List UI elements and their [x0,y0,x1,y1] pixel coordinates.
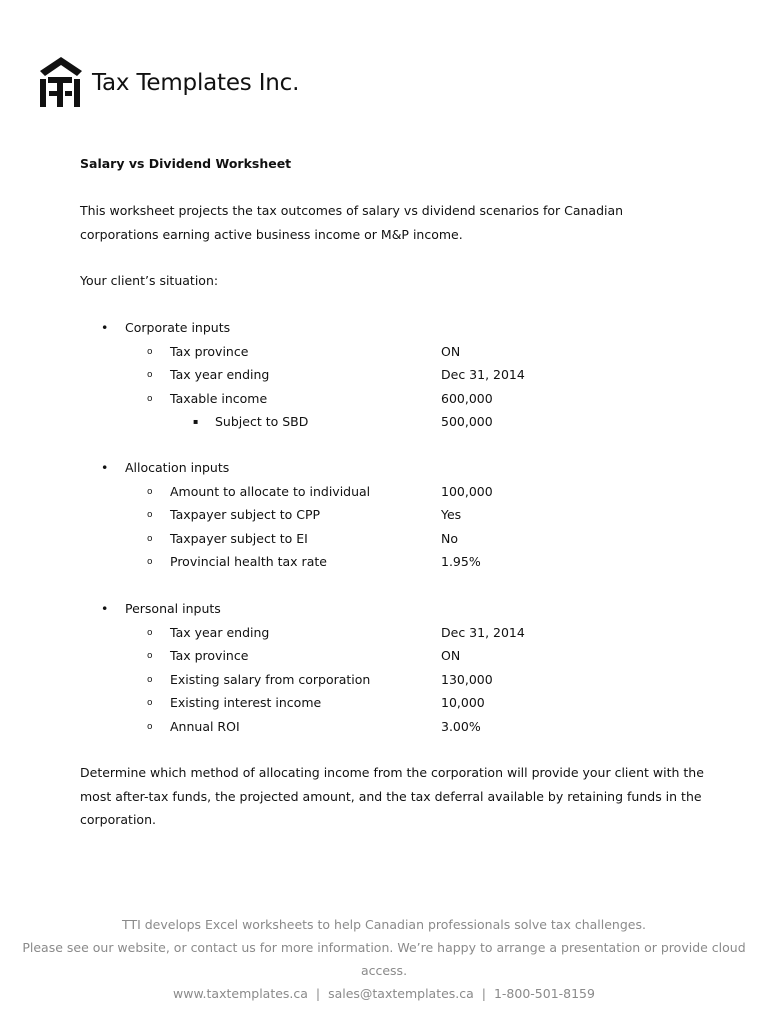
list-item [80,668,720,692]
item-label: Annual ROI [170,718,240,734]
list-item [80,363,720,387]
item-value: 100,000 [441,483,493,499]
list-item [80,715,720,739]
section-corporate-inputs [80,316,720,434]
list-item [80,480,720,504]
item-label: Existing salary from corporation [170,671,371,687]
separator: | [481,986,486,1001]
item-value: Dec 31, 2014 [441,367,525,382]
website-link[interactable]: www.taxtemplates.ca [173,986,308,1001]
company-name: Tax Templates Inc. [92,70,300,96]
section-heading [80,316,720,340]
list-item [80,644,720,668]
list-item [80,621,720,645]
list-item [80,691,720,715]
list-item [80,340,720,364]
item-label: Tax province [170,648,249,663]
footer-contact-line [0,982,768,1005]
item-value: 10,000 [441,695,485,710]
intro-paragraph: This worksheet projects the tax outcomes of salary vs dividend scenarios for Canadian corporations earning active business income or M&P income. [80,203,624,242]
item-value: ON [441,343,461,359]
circle-bullet-icon: o [147,651,153,661]
item-value: 1.95% [441,554,481,569]
separator: | [315,986,321,1001]
footer-contact-note: Please see our website, or contact us for more information. We’re happy to arrange a presentation or provide cloud access. [22,940,746,978]
bullet-icon: • [101,601,109,616]
item-value: Dec 31, 2014 [441,624,525,640]
section-allocation-inputs [80,456,720,574]
square-bullet-icon: ▪ [193,417,199,426]
list-item [80,387,720,411]
item-value: Yes [441,507,462,522]
list-item [80,410,720,434]
circle-bullet-icon: o [147,346,153,357]
item-label: Amount to allocate to individual [170,483,371,499]
situation-label: Your client’s situation: [80,273,219,288]
circle-bullet-icon: o [147,510,153,520]
item-label: Tax year ending [170,624,270,640]
section-label: Corporate inputs [125,320,231,335]
item-value: ON [441,648,461,663]
item-value: 600,000 [441,390,493,406]
item-label: Subject to SBD [215,414,309,429]
footer-tagline: TTI develops Excel worksheets to help Canadian professionals solve tax challenges. [122,917,646,932]
list-item [80,503,720,527]
bullet-icon: • [101,320,109,335]
item-value: 3.00% [441,718,481,734]
company-logo [38,56,299,110]
tti-logo-icon [38,57,84,109]
list-item [80,550,720,574]
circle-bullet-icon: o [147,698,153,708]
item-label: Provincial health tax rate [170,554,327,569]
section-label: Allocation inputs [125,460,230,475]
circle-bullet-icon: o [147,370,153,380]
section-personal-inputs [80,597,720,738]
circle-bullet-icon: o [147,627,153,638]
closing-paragraph: Determine which method of allocating income from the corporation will provide your client with the most after-tax funds, the projected amount, and the tax deferral available by retaining funds in the corporation. [80,765,704,827]
phone-number: 1-800-501-8159 [493,986,595,1001]
document-title: Salary vs Dividend Worksheet [80,156,292,171]
item-label: Taxpayer subject to CPP [170,507,321,522]
circle-bullet-icon: o [147,393,153,404]
item-label: Taxable income [170,390,268,406]
item-value: 500,000 [441,414,493,429]
list-item [80,527,720,551]
email-link[interactable]: sales@taxtemplates.ca [328,986,474,1001]
bullet-icon: • [101,460,109,475]
item-label: Tax province [170,343,249,359]
circle-bullet-icon: o [147,533,153,544]
circle-bullet-icon: o [147,674,153,685]
item-label: Existing interest income [170,695,322,710]
item-value: No [441,530,458,546]
item-value: 130,000 [441,671,493,687]
circle-bullet-icon: o [147,486,153,497]
section-label: Personal inputs [125,601,221,616]
circle-bullet-icon: o [147,721,153,732]
page-footer [0,913,768,1005]
item-label: Taxpayer subject to EI [170,530,308,546]
item-label: Tax year ending [170,367,270,382]
circle-bullet-icon: o [147,557,153,567]
section-heading [80,456,720,480]
section-heading [80,597,720,621]
